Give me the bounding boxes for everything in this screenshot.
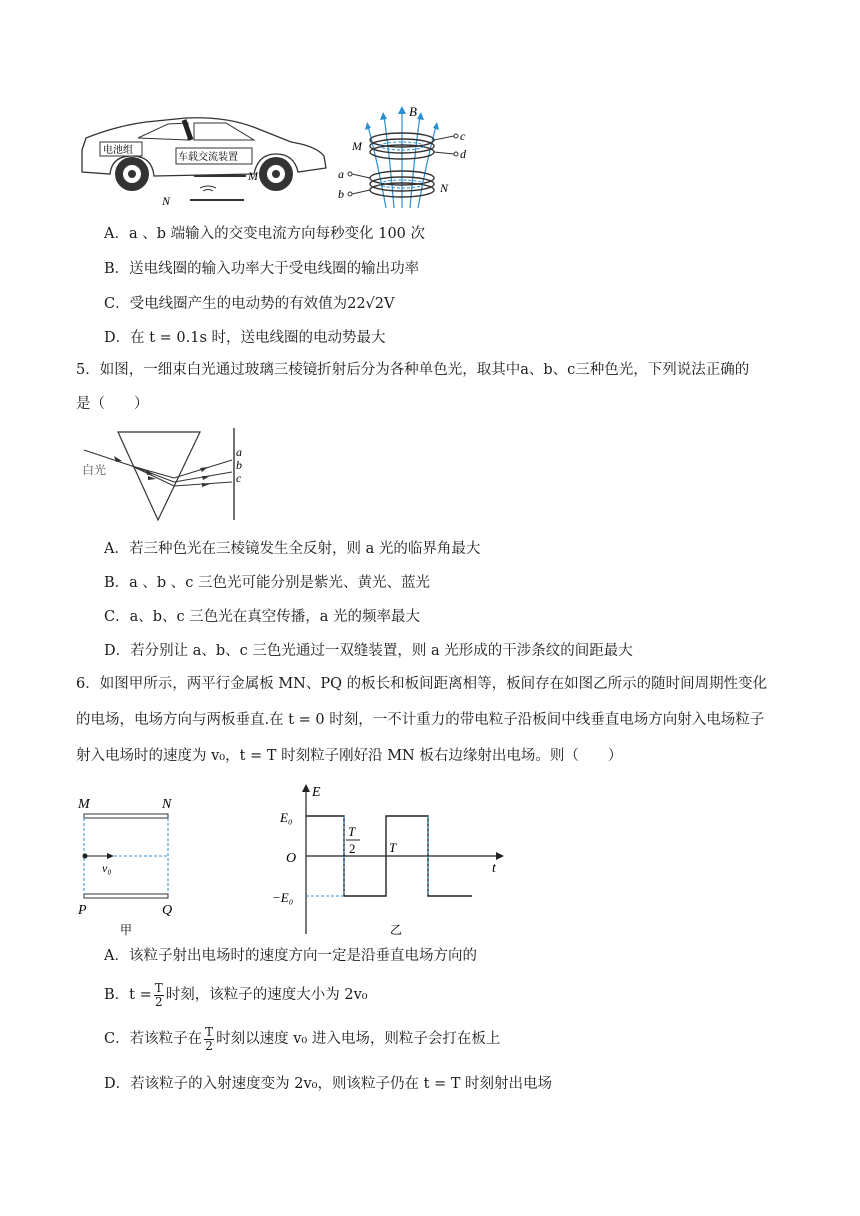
- field-graph-yi: [272, 780, 512, 938]
- q6-option-b-fraction: [154, 982, 164, 1009]
- q5-option-a: A．若三种色光在三棱镜发生全反射，则 a 光的临界角最大: [104, 541, 481, 557]
- q6-stem-line3: 射入电场时的速度为 v₀，t = T 时刻粒子刚好沿 MN 板右边缘射出电场。则（ ）: [76, 748, 623, 764]
- car-n-label: N: [162, 194, 171, 208]
- q6-stem-line2: 的电场，电场方向与两板垂直.在 t = 0 时刻，一不计重力的带电粒子沿板间中线垂直电场方向射入电场粒子: [76, 712, 765, 728]
- q5-option-d: D．若分别让 a、b、c 三色光通过一双缝装置，则 a 光形成的干涉条纹的间距最大: [104, 643, 633, 659]
- coil-n-label: N: [440, 181, 449, 195]
- jia-p-label: P: [78, 903, 87, 918]
- q4-option-c-value: 22√2V: [347, 296, 395, 312]
- q6-option-c-frac-num: T: [205, 1024, 214, 1039]
- q6-option-b-prefix: B．t =: [104, 987, 152, 1003]
- coil-a-label: a: [338, 167, 344, 181]
- yi-e0-label: E₀: [280, 810, 293, 825]
- q4-option-c: [104, 294, 394, 314]
- coil-d-label: d: [460, 147, 466, 161]
- q5-option-c: C．a、b、c 三色光在真空传播，a 光的频率最大: [104, 609, 421, 625]
- q5-stem-line1: 5．如图，一细束白光通过玻璃三棱镜折射后分为各种单色光，取其中a、b、c三种色光，下列说法正确的: [76, 362, 750, 378]
- coil-m-label: M: [352, 139, 362, 153]
- yi-e-axis-label: E: [312, 785, 321, 800]
- white-light-label: 白光: [82, 463, 107, 477]
- q6-option-c-frac-den: 2: [205, 1038, 213, 1053]
- yi-T-label: T: [389, 840, 397, 855]
- coil-b-label: B: [409, 104, 417, 119]
- yi-halfT-den: 2: [349, 841, 356, 856]
- q6-option-c-suffix: 时刻以速度 v₀ 进入电场，则粒子会打在板上: [216, 1031, 501, 1047]
- coil-field-figure: [338, 104, 478, 212]
- q6-option-b-frac-den: 2: [154, 994, 163, 1009]
- q6-option-c: [104, 1024, 500, 1054]
- q6-option-b: [104, 980, 368, 1010]
- yi-halfT-num: T: [348, 824, 356, 839]
- prism-figure: [80, 426, 250, 524]
- car-charging-figure: [76, 108, 336, 212]
- q6-option-c-prefix: C．若该粒子在: [104, 1031, 203, 1047]
- battery-label: 电池组: [103, 145, 133, 156]
- q6-option-a: A．该粒子射出电场时的速度方向一定是沿垂直电场方向的: [104, 948, 477, 964]
- q6-option-c-fraction: [204, 1026, 214, 1053]
- q4-option-d: D．在 t = 0.1s 时，送电线圈的电动势最大: [104, 330, 386, 346]
- q6-stem-line1: 6．如图甲所示，两平行金属板 MN、PQ 的板长和板间距离相等，板间存在如图乙所示的随时间周期性变化: [76, 676, 768, 692]
- prism-a-label: a: [236, 445, 242, 459]
- charger-label: 车载交流装置: [178, 152, 238, 163]
- jia-q-label: Q: [162, 903, 173, 918]
- jia-caption: 甲: [120, 923, 133, 937]
- yi-t-axis-label: t: [492, 861, 496, 876]
- q4-option-b: B．送电线圈的输入功率大于受电线圈的输出功率: [104, 261, 420, 277]
- coil-bterm-label: b: [338, 187, 344, 201]
- q6-option-d: D．若该粒子的入射速度变为 2v₀，则该粒子仍在 t = T 时刻射出电场: [104, 1076, 553, 1092]
- jia-v0-label: v₀: [102, 861, 112, 875]
- q5-option-b: B．a 、b 、c 三色光可能分别是紫光、黄光、蓝光: [104, 575, 431, 591]
- jia-n-label: N: [162, 797, 172, 812]
- q6-option-b-frac-num: T: [154, 980, 163, 995]
- car-m-label: M: [248, 169, 258, 183]
- prism-b-label: b: [236, 458, 242, 472]
- q4-option-a: A．a 、b 端输入的交变电流方向每秒变化 100 次: [104, 226, 426, 242]
- q5-stem-line2: 是（ ）: [76, 396, 149, 412]
- yi-origin-label: O: [286, 851, 297, 866]
- q6-option-b-suffix: 时刻，该粒子的速度大小为 2v₀: [165, 987, 368, 1003]
- plates-figure-jia: [74, 790, 194, 938]
- q4-option-c-prefix: C．受电线圈产生的电动势的有效值为: [104, 296, 348, 312]
- prism-c-label: c: [236, 471, 242, 485]
- coil-c-label: c: [460, 129, 466, 143]
- yi-caption: 乙: [390, 923, 403, 937]
- yi-neg-e0-label: −E₀: [272, 890, 294, 905]
- jia-m-label: M: [78, 797, 90, 812]
